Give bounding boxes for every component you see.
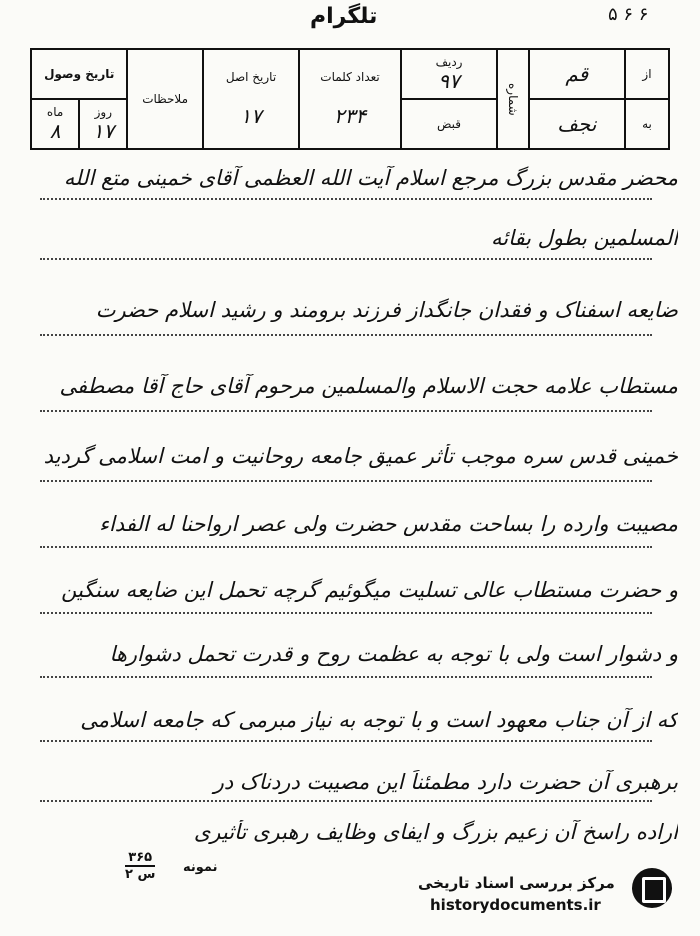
row-cell xyxy=(401,49,497,99)
row-value: ۹۷ xyxy=(438,69,460,93)
to-label: به xyxy=(625,99,669,149)
dotted-rule xyxy=(40,800,652,802)
month-cell xyxy=(31,99,79,149)
body-line: ضایعه اسفناک و فقدان جانگداز فرزند برومند و رشید اسلام حضرت xyxy=(95,298,678,322)
original-date-value: ۱۷ xyxy=(240,104,262,128)
to-value: نجف xyxy=(529,99,625,149)
dotted-rule xyxy=(40,546,652,548)
sample-number-bottom: س ۲ xyxy=(125,867,156,882)
receipt-date-label: تاریخ وصول xyxy=(44,67,115,81)
body-line: و دشوار است ولی با توجه به عظمت روح و قدرت تحمل دشوارها xyxy=(109,642,678,666)
dotted-rule xyxy=(40,676,652,678)
watermark-url[interactable]: historydocuments.ir xyxy=(430,896,601,914)
body-line: که از آن جناب معهود است و با توجه به نیاز مبرمی که جامعه اسلامی xyxy=(80,708,678,732)
dotted-rule xyxy=(40,198,652,200)
from-value: قم xyxy=(529,49,625,99)
dotted-rule xyxy=(40,334,652,336)
body-line: مستطاب علامه حجت الاسلام والمسلمین مرحوم آقای حاج آقا مصطفی xyxy=(59,374,678,398)
receipt-label-cell xyxy=(401,99,497,149)
body-line: محضر مقدس بزرگ مرجع اسلام آیت الله العظمی آقای خمینی متع الله xyxy=(63,166,678,190)
day-cell xyxy=(79,99,127,149)
document-title: تلگرام xyxy=(310,4,378,29)
number-label-text: شماره xyxy=(505,82,520,116)
receipt-date-label-cell xyxy=(31,49,127,99)
word-count-cell xyxy=(299,49,401,149)
sample-label: نمونه xyxy=(183,860,218,875)
dotted-rule xyxy=(40,612,652,614)
dotted-rule xyxy=(40,480,652,482)
day-label: روز xyxy=(94,105,113,119)
word-count-value: ۲۳۴ xyxy=(333,104,367,128)
original-date-label: تاریخ اصل xyxy=(225,70,277,84)
body-line: و حضرت مستطاب عالی تسلیت میگوئیم گرچه تحمل این ضایعه سنگین xyxy=(61,578,678,602)
row-label: ردیف xyxy=(435,55,463,69)
body-line: اراده راسخ آن زعیم بزرگ و ایفای وظایف رهبری تأثیری xyxy=(193,820,678,844)
original-date-cell xyxy=(203,49,299,149)
body-line: المسلمین بطول بقائه xyxy=(490,226,678,250)
number-label xyxy=(497,49,528,149)
dotted-rule xyxy=(40,740,652,742)
header-form-table xyxy=(30,48,670,150)
sample-number xyxy=(125,850,155,882)
watermark-org-name: مرکز بررسی اسناد تاریخی xyxy=(418,874,615,892)
sample-number-top: ۳۶۵ xyxy=(125,850,155,867)
body-line: مصیبت وارده را بساحت مقدس حضرت ولی عصر ارواحنا له الفداء xyxy=(99,512,678,536)
word-count-label: تعداد کلمات xyxy=(320,70,380,84)
day-value: ۱۷ xyxy=(92,119,115,143)
month-label: ماه xyxy=(46,105,64,119)
dotted-rule xyxy=(40,258,652,260)
body-line: برهبری آن حضرت دارد مطمئناً این مصیبت دردناک در xyxy=(213,770,678,794)
remarks-label: ملاحظات xyxy=(142,92,189,106)
remarks-cell xyxy=(127,49,202,149)
corner-note: ۵ ۶ ۶ xyxy=(608,4,649,25)
body-line: خمینی قدس سره موجب تأثر عمیق جامعه روحانیت و امت اسلامی گردید xyxy=(43,444,678,468)
archive-logo-icon xyxy=(632,868,672,908)
from-label: از xyxy=(625,49,669,99)
dotted-rule xyxy=(40,410,652,412)
month-value: ۸ xyxy=(49,119,61,143)
receipt-label: قبض xyxy=(436,117,462,131)
